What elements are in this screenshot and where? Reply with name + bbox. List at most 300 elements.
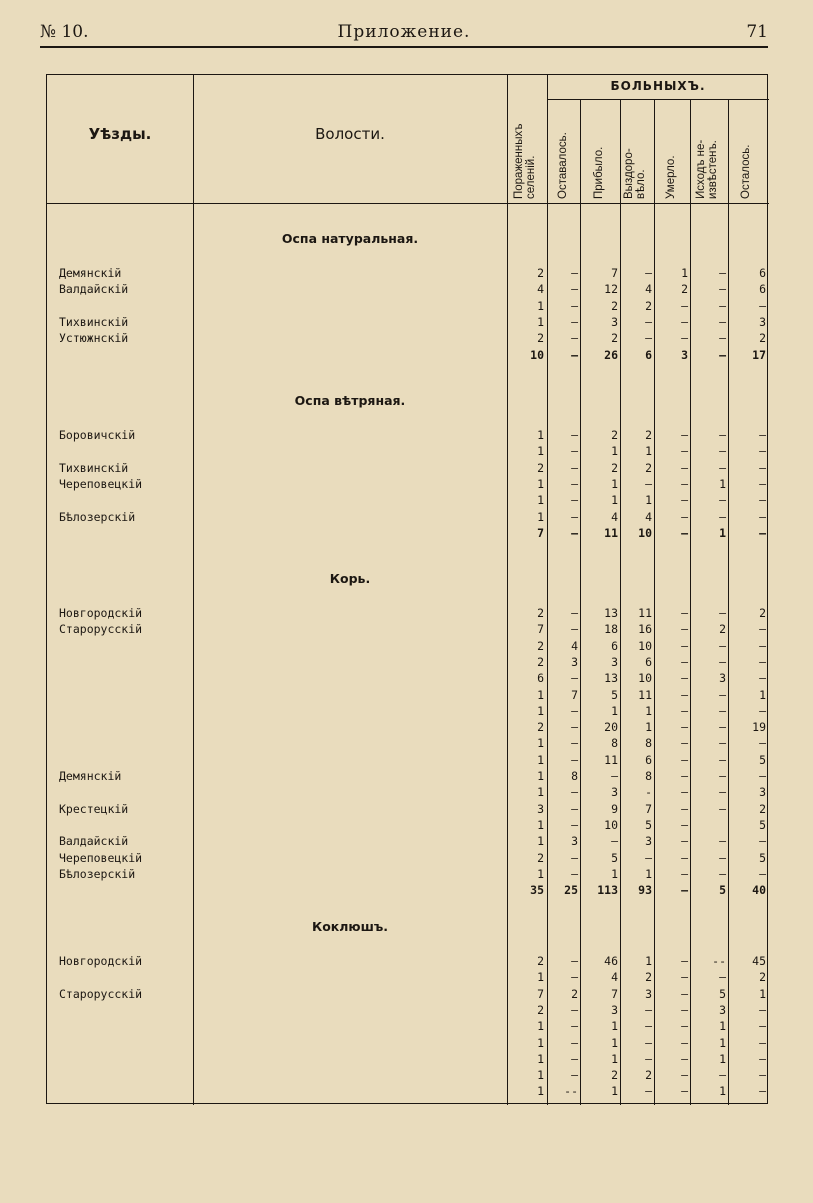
uezd-cell: Валдайскій — [59, 282, 129, 297]
value-cell: 2 — [645, 428, 652, 442]
value-cell: — — [719, 720, 726, 735]
value-cell: — — [759, 1084, 766, 1099]
value-cell: 7 — [537, 622, 544, 637]
value-cell: — — [645, 1035, 652, 1050]
value-cell: — — [719, 444, 726, 459]
value-cell: — — [759, 1051, 766, 1066]
value-cell: — — [719, 1068, 726, 1083]
value-cell: — — [681, 970, 688, 985]
value-cell: - — [645, 785, 652, 800]
value-cell: 2 — [571, 986, 578, 1001]
value-cell: — — [759, 622, 766, 637]
header-rule — [40, 46, 768, 48]
table-row — [47, 768, 769, 784]
value-cell: 3 — [759, 314, 766, 329]
table-row — [47, 850, 769, 866]
value-cell: — — [759, 638, 766, 653]
value-cell: 1 — [719, 1084, 726, 1099]
value-cell: — — [719, 785, 726, 800]
value-cell: 1 — [537, 752, 544, 767]
value-cell: 1 — [719, 1035, 726, 1050]
value-cell: — — [681, 1084, 688, 1099]
value-cell: — — [681, 1002, 688, 1017]
total-row — [47, 347, 769, 363]
value-cell: — — [759, 671, 766, 686]
value-cell: 5 — [645, 817, 652, 832]
value-cell: — — [681, 986, 688, 1001]
value-cell: — — [719, 769, 726, 783]
col-header-remained-before: Оставалось. — [557, 132, 569, 199]
value-cell: 3 — [611, 314, 618, 329]
value-cell: — — [759, 1035, 766, 1050]
value-cell: — — [645, 1002, 652, 1017]
section-title: Коклюшъ. — [311, 919, 388, 934]
value-cell: — — [759, 298, 766, 313]
value-cell: — — [571, 493, 578, 508]
table-row — [47, 969, 769, 985]
section-title: Оспа вѣтряная. — [294, 393, 406, 408]
value-cell: 2 — [537, 1002, 544, 1017]
value-cell: 2 — [719, 622, 726, 637]
value-cell: — — [681, 314, 688, 329]
value-cell: 1 — [611, 1051, 618, 1066]
value-cell: — — [681, 850, 688, 865]
value-cell: — — [681, 720, 688, 735]
table-row — [47, 817, 769, 833]
value-cell: 2 — [537, 954, 544, 968]
table-row — [47, 1051, 769, 1067]
table-row — [47, 1067, 769, 1083]
table-row — [47, 298, 769, 314]
value-cell: 5 — [611, 687, 618, 702]
value-cell: 3 — [759, 785, 766, 800]
value-cell: — — [681, 606, 688, 620]
value-cell: 1 — [645, 954, 652, 968]
value-cell: — — [571, 428, 578, 442]
table-row — [47, 1002, 769, 1018]
value-cell: — — [681, 1051, 688, 1066]
uezd-cell: Демянскій — [59, 266, 122, 280]
col-header-unknown: Исходъ не- извѣстенъ. — [695, 139, 719, 199]
total-value-cell: — — [681, 525, 688, 540]
value-cell: — — [719, 866, 726, 881]
value-cell: 1 — [611, 476, 618, 491]
value-cell: — — [571, 509, 578, 524]
col-header-affected: Пораженныхъ селеній. — [513, 123, 537, 199]
value-cell: 4 — [611, 970, 618, 985]
table-row — [47, 1018, 769, 1034]
table-row — [47, 427, 769, 443]
table-row — [47, 735, 769, 751]
value-cell: 1 — [537, 785, 544, 800]
uezd-cell: Устюжнскій — [59, 331, 129, 346]
value-cell: — — [681, 834, 688, 849]
value-cell: — — [681, 331, 688, 346]
value-cell: 2 — [537, 266, 544, 280]
value-cell: 1 — [537, 1035, 544, 1050]
section-title: Оспа натуральная. — [281, 231, 419, 246]
value-cell: — — [611, 834, 618, 849]
issue-number: № 10. — [40, 22, 89, 42]
value-cell: 1 — [537, 1019, 544, 1034]
total-value-cell: — — [759, 525, 766, 540]
total-value-cell: 1 — [719, 525, 726, 540]
value-cell: — — [571, 801, 578, 816]
value-cell: 1 — [645, 703, 652, 718]
value-cell: — — [719, 314, 726, 329]
total-value-cell: 40 — [752, 883, 766, 898]
table-row — [47, 670, 769, 686]
section-title: Корь. — [329, 571, 371, 586]
table-row — [47, 265, 769, 281]
col-header-volost: Волости. — [315, 125, 385, 143]
statistics-table — [46, 74, 768, 1104]
value-cell: 6 — [645, 752, 652, 767]
value-cell: — — [571, 866, 578, 881]
value-cell: — — [681, 817, 688, 832]
table-row — [47, 621, 769, 637]
value-cell: — — [571, 282, 578, 297]
value-cell: — — [571, 622, 578, 637]
header-bottom-rule — [47, 203, 769, 204]
value-cell: — — [571, 1035, 578, 1050]
value-cell: — — [571, 476, 578, 491]
value-cell: — — [571, 785, 578, 800]
value-cell: 2 — [537, 606, 544, 620]
value-cell: 1 — [611, 1084, 618, 1099]
value-cell: — — [681, 476, 688, 491]
value-cell: 4 — [645, 282, 652, 297]
value-cell: 5 — [611, 850, 618, 865]
value-cell: — — [571, 970, 578, 985]
value-cell: — — [719, 606, 726, 620]
value-cell: 2 — [611, 298, 618, 313]
value-cell: — — [719, 298, 726, 313]
value-cell: — — [719, 736, 726, 751]
value-cell: — — [645, 476, 652, 491]
value-cell: — — [645, 266, 652, 280]
value-cell: 2 — [759, 801, 766, 816]
value-cell: 3 — [611, 785, 618, 800]
value-cell: — — [719, 638, 726, 653]
value-cell: 1 — [645, 720, 652, 735]
value-cell: — — [681, 671, 688, 686]
table-row — [47, 330, 769, 346]
value-cell: 2 — [611, 460, 618, 475]
value-cell: 3 — [645, 834, 652, 849]
value-cell: 1 — [611, 1019, 618, 1034]
value-cell: 1 — [537, 1084, 544, 1099]
value-cell: 8 — [611, 736, 618, 751]
total-value-cell: — — [571, 525, 578, 540]
table-row — [47, 460, 769, 476]
table-row — [47, 314, 769, 330]
table-row — [47, 719, 769, 735]
value-cell: 1 — [537, 428, 544, 442]
uezd-cell: Демянскій — [59, 769, 122, 783]
value-cell: 3 — [611, 654, 618, 669]
col-header-group: БОЛЬНЫХЪ. — [610, 79, 706, 93]
value-cell: — — [571, 1019, 578, 1034]
table-row — [47, 476, 769, 492]
total-value-cell: 17 — [752, 347, 766, 362]
value-cell: 3 — [571, 654, 578, 669]
value-cell: 1 — [611, 866, 618, 881]
value-cell: 4 — [571, 638, 578, 653]
col-header-recovered: Выздоро- вѣло. — [623, 148, 647, 199]
value-cell: — — [719, 266, 726, 280]
value-cell: 1 — [537, 444, 544, 459]
value-cell: — — [719, 493, 726, 508]
value-cell: — — [645, 331, 652, 346]
value-cell: — — [645, 1051, 652, 1066]
value-cell: — — [571, 460, 578, 475]
value-cell: 1 — [611, 493, 618, 508]
uezd-cell: Валдайскій — [59, 834, 129, 849]
total-row — [47, 882, 769, 898]
value-cell: 13 — [604, 671, 618, 686]
value-cell: 3 — [571, 834, 578, 849]
value-cell: 2 — [537, 331, 544, 346]
value-cell: 1 — [719, 1051, 726, 1066]
running-title: Приложение. — [337, 22, 471, 42]
value-cell: 2 — [537, 638, 544, 653]
value-cell: 5 — [759, 850, 766, 865]
value-cell: 2 — [681, 282, 688, 297]
value-cell: — — [719, 509, 726, 524]
uezd-cell: Бѣлозерскій — [59, 866, 136, 881]
value-cell: — — [719, 460, 726, 475]
table-row — [47, 752, 769, 768]
value-cell: 1 — [537, 736, 544, 751]
value-cell: 2 — [537, 850, 544, 865]
value-cell: — — [645, 314, 652, 329]
value-cell: — — [719, 850, 726, 865]
value-cell: 1 — [537, 834, 544, 849]
value-cell: 19 — [752, 720, 766, 735]
value-cell: — — [759, 1068, 766, 1083]
value-cell: 20 — [604, 720, 618, 735]
value-cell: 10 — [638, 638, 652, 653]
value-cell: 16 — [638, 622, 652, 637]
value-cell: — — [681, 769, 688, 783]
value-cell: — — [571, 1051, 578, 1066]
value-cell: 1 — [537, 769, 544, 783]
value-cell: — — [611, 769, 618, 783]
value-cell: — — [681, 654, 688, 669]
value-cell: 7 — [611, 986, 618, 1001]
value-cell: 6 — [537, 671, 544, 686]
total-value-cell: — — [719, 347, 726, 362]
value-cell: 1 — [537, 476, 544, 491]
table-row — [47, 509, 769, 525]
value-cell: 1 — [611, 1035, 618, 1050]
col-header-arrived: Прибыло. — [593, 146, 605, 199]
value-cell: 3 — [611, 1002, 618, 1017]
value-cell: 13 — [604, 606, 618, 620]
total-value-cell: 3 — [681, 347, 688, 362]
value-cell: — — [681, 1068, 688, 1083]
total-value-cell: 10 — [638, 525, 652, 540]
value-cell: 6 — [645, 654, 652, 669]
value-cell: — — [571, 720, 578, 735]
table-row — [47, 866, 769, 882]
value-cell: — — [759, 476, 766, 491]
total-value-cell: 6 — [645, 347, 652, 362]
value-cell: — — [681, 785, 688, 800]
value-cell: — — [681, 736, 688, 751]
value-cell: 3 — [719, 1002, 726, 1017]
value-cell: 3 — [645, 986, 652, 1001]
value-cell: — — [571, 752, 578, 767]
value-cell: — — [681, 954, 688, 968]
value-cell: 7 — [571, 687, 578, 702]
uezd-cell: Бѣлозерскій — [59, 509, 136, 524]
value-cell: — — [681, 298, 688, 313]
value-cell: — — [719, 834, 726, 849]
table-row — [47, 281, 769, 297]
value-cell: 1 — [537, 970, 544, 985]
value-cell: — — [571, 703, 578, 718]
value-cell: 2 — [537, 654, 544, 669]
value-cell: 5 — [719, 986, 726, 1001]
value-cell: 1 — [611, 444, 618, 459]
value-cell: — — [571, 298, 578, 313]
total-value-cell: 25 — [564, 883, 578, 898]
value-cell: — — [681, 752, 688, 767]
value-cell: — — [571, 331, 578, 346]
value-cell: 1 — [537, 298, 544, 313]
col-divider — [193, 75, 194, 1105]
value-cell: 1 — [611, 703, 618, 718]
col-divider — [547, 75, 548, 1105]
value-cell: 4 — [611, 509, 618, 524]
value-cell: — — [681, 866, 688, 881]
value-cell: — — [719, 752, 726, 767]
value-cell: — — [759, 493, 766, 508]
value-cell: — — [759, 460, 766, 475]
value-cell: — — [681, 428, 688, 442]
value-cell: — — [681, 1019, 688, 1034]
value-cell: 8 — [571, 769, 578, 783]
value-cell: — — [571, 1002, 578, 1017]
value-cell: 1 — [719, 476, 726, 491]
value-cell: — — [571, 850, 578, 865]
uezd-cell: Тихвинскій — [59, 314, 129, 329]
table-row — [47, 784, 769, 800]
table-row — [47, 638, 769, 654]
value-cell: — — [571, 314, 578, 329]
value-cell: 1 — [719, 1019, 726, 1034]
value-cell: 45 — [752, 954, 766, 968]
value-cell: — — [645, 1019, 652, 1034]
value-cell: — — [571, 671, 578, 686]
value-cell: 2 — [611, 1068, 618, 1083]
table-row — [47, 953, 769, 969]
value-cell: 18 — [604, 622, 618, 637]
group-rule — [547, 99, 769, 100]
total-value-cell: 35 — [530, 883, 544, 898]
value-cell: — — [571, 736, 578, 751]
uezd-cell: Крестецкій — [59, 801, 129, 816]
value-cell: — — [759, 444, 766, 459]
value-cell: 2 — [645, 1068, 652, 1083]
page-header — [40, 22, 768, 46]
value-cell: 1 — [681, 266, 688, 280]
value-cell: 4 — [645, 509, 652, 524]
value-cell: — — [759, 703, 766, 718]
value-cell: 5 — [759, 752, 766, 767]
value-cell: 9 — [611, 801, 618, 816]
table-row — [47, 1083, 769, 1099]
col-divider — [507, 75, 508, 1105]
value-cell: — — [645, 1084, 652, 1099]
value-cell: 1 — [645, 493, 652, 508]
value-cell: 5 — [759, 817, 766, 832]
value-cell: 1 — [645, 866, 652, 881]
value-cell: — — [681, 1035, 688, 1050]
value-cell: — — [681, 444, 688, 459]
total-value-cell: 11 — [604, 525, 618, 540]
value-cell: — — [571, 954, 578, 968]
value-cell: 4 — [537, 282, 544, 297]
value-cell: 1 — [537, 866, 544, 881]
value-cell: 1 — [537, 687, 544, 702]
value-cell: — — [759, 769, 766, 783]
total-value-cell: — — [681, 883, 688, 898]
total-row — [47, 525, 769, 541]
value-cell: 3 — [719, 671, 726, 686]
uezd-cell: Старорусскій — [59, 622, 143, 637]
table-row — [47, 986, 769, 1002]
total-value-cell: 5 — [719, 883, 726, 898]
col-header-uezd: Уѣзды. — [88, 125, 152, 143]
value-cell: — — [759, 509, 766, 524]
table-row — [47, 833, 769, 849]
uezd-cell: Тихвинскій — [59, 460, 129, 475]
value-cell: — — [719, 428, 726, 442]
value-cell: 1 — [537, 314, 544, 329]
uezd-cell: Новгородскій — [59, 954, 143, 968]
value-cell: — — [759, 428, 766, 442]
value-cell: — — [571, 606, 578, 620]
value-cell: 1 — [537, 703, 544, 718]
uezd-cell: Старорусскій — [59, 986, 143, 1001]
value-cell: 11 — [638, 606, 652, 620]
value-cell: 11 — [604, 752, 618, 767]
table-row — [47, 492, 769, 508]
uezd-cell: Новгородскій — [59, 606, 143, 620]
value-cell: — — [719, 703, 726, 718]
value-cell: 1 — [645, 444, 652, 459]
col-header-died: Умерло. — [665, 155, 677, 199]
value-cell: 1 — [759, 986, 766, 1001]
value-cell: — — [719, 282, 726, 297]
uezd-cell: Череповецкій — [59, 476, 143, 491]
value-cell: — — [571, 1068, 578, 1083]
value-cell: 2 — [537, 720, 544, 735]
value-cell: 2 — [611, 428, 618, 442]
total-value-cell: 7 — [537, 525, 544, 540]
value-cell: — — [719, 801, 726, 816]
total-value-cell: — — [571, 347, 578, 362]
value-cell: — — [759, 736, 766, 751]
value-cell: — — [681, 703, 688, 718]
value-cell: — — [719, 687, 726, 702]
value-cell: — — [759, 654, 766, 669]
value-cell: — — [719, 970, 726, 985]
value-cell: — — [681, 460, 688, 475]
